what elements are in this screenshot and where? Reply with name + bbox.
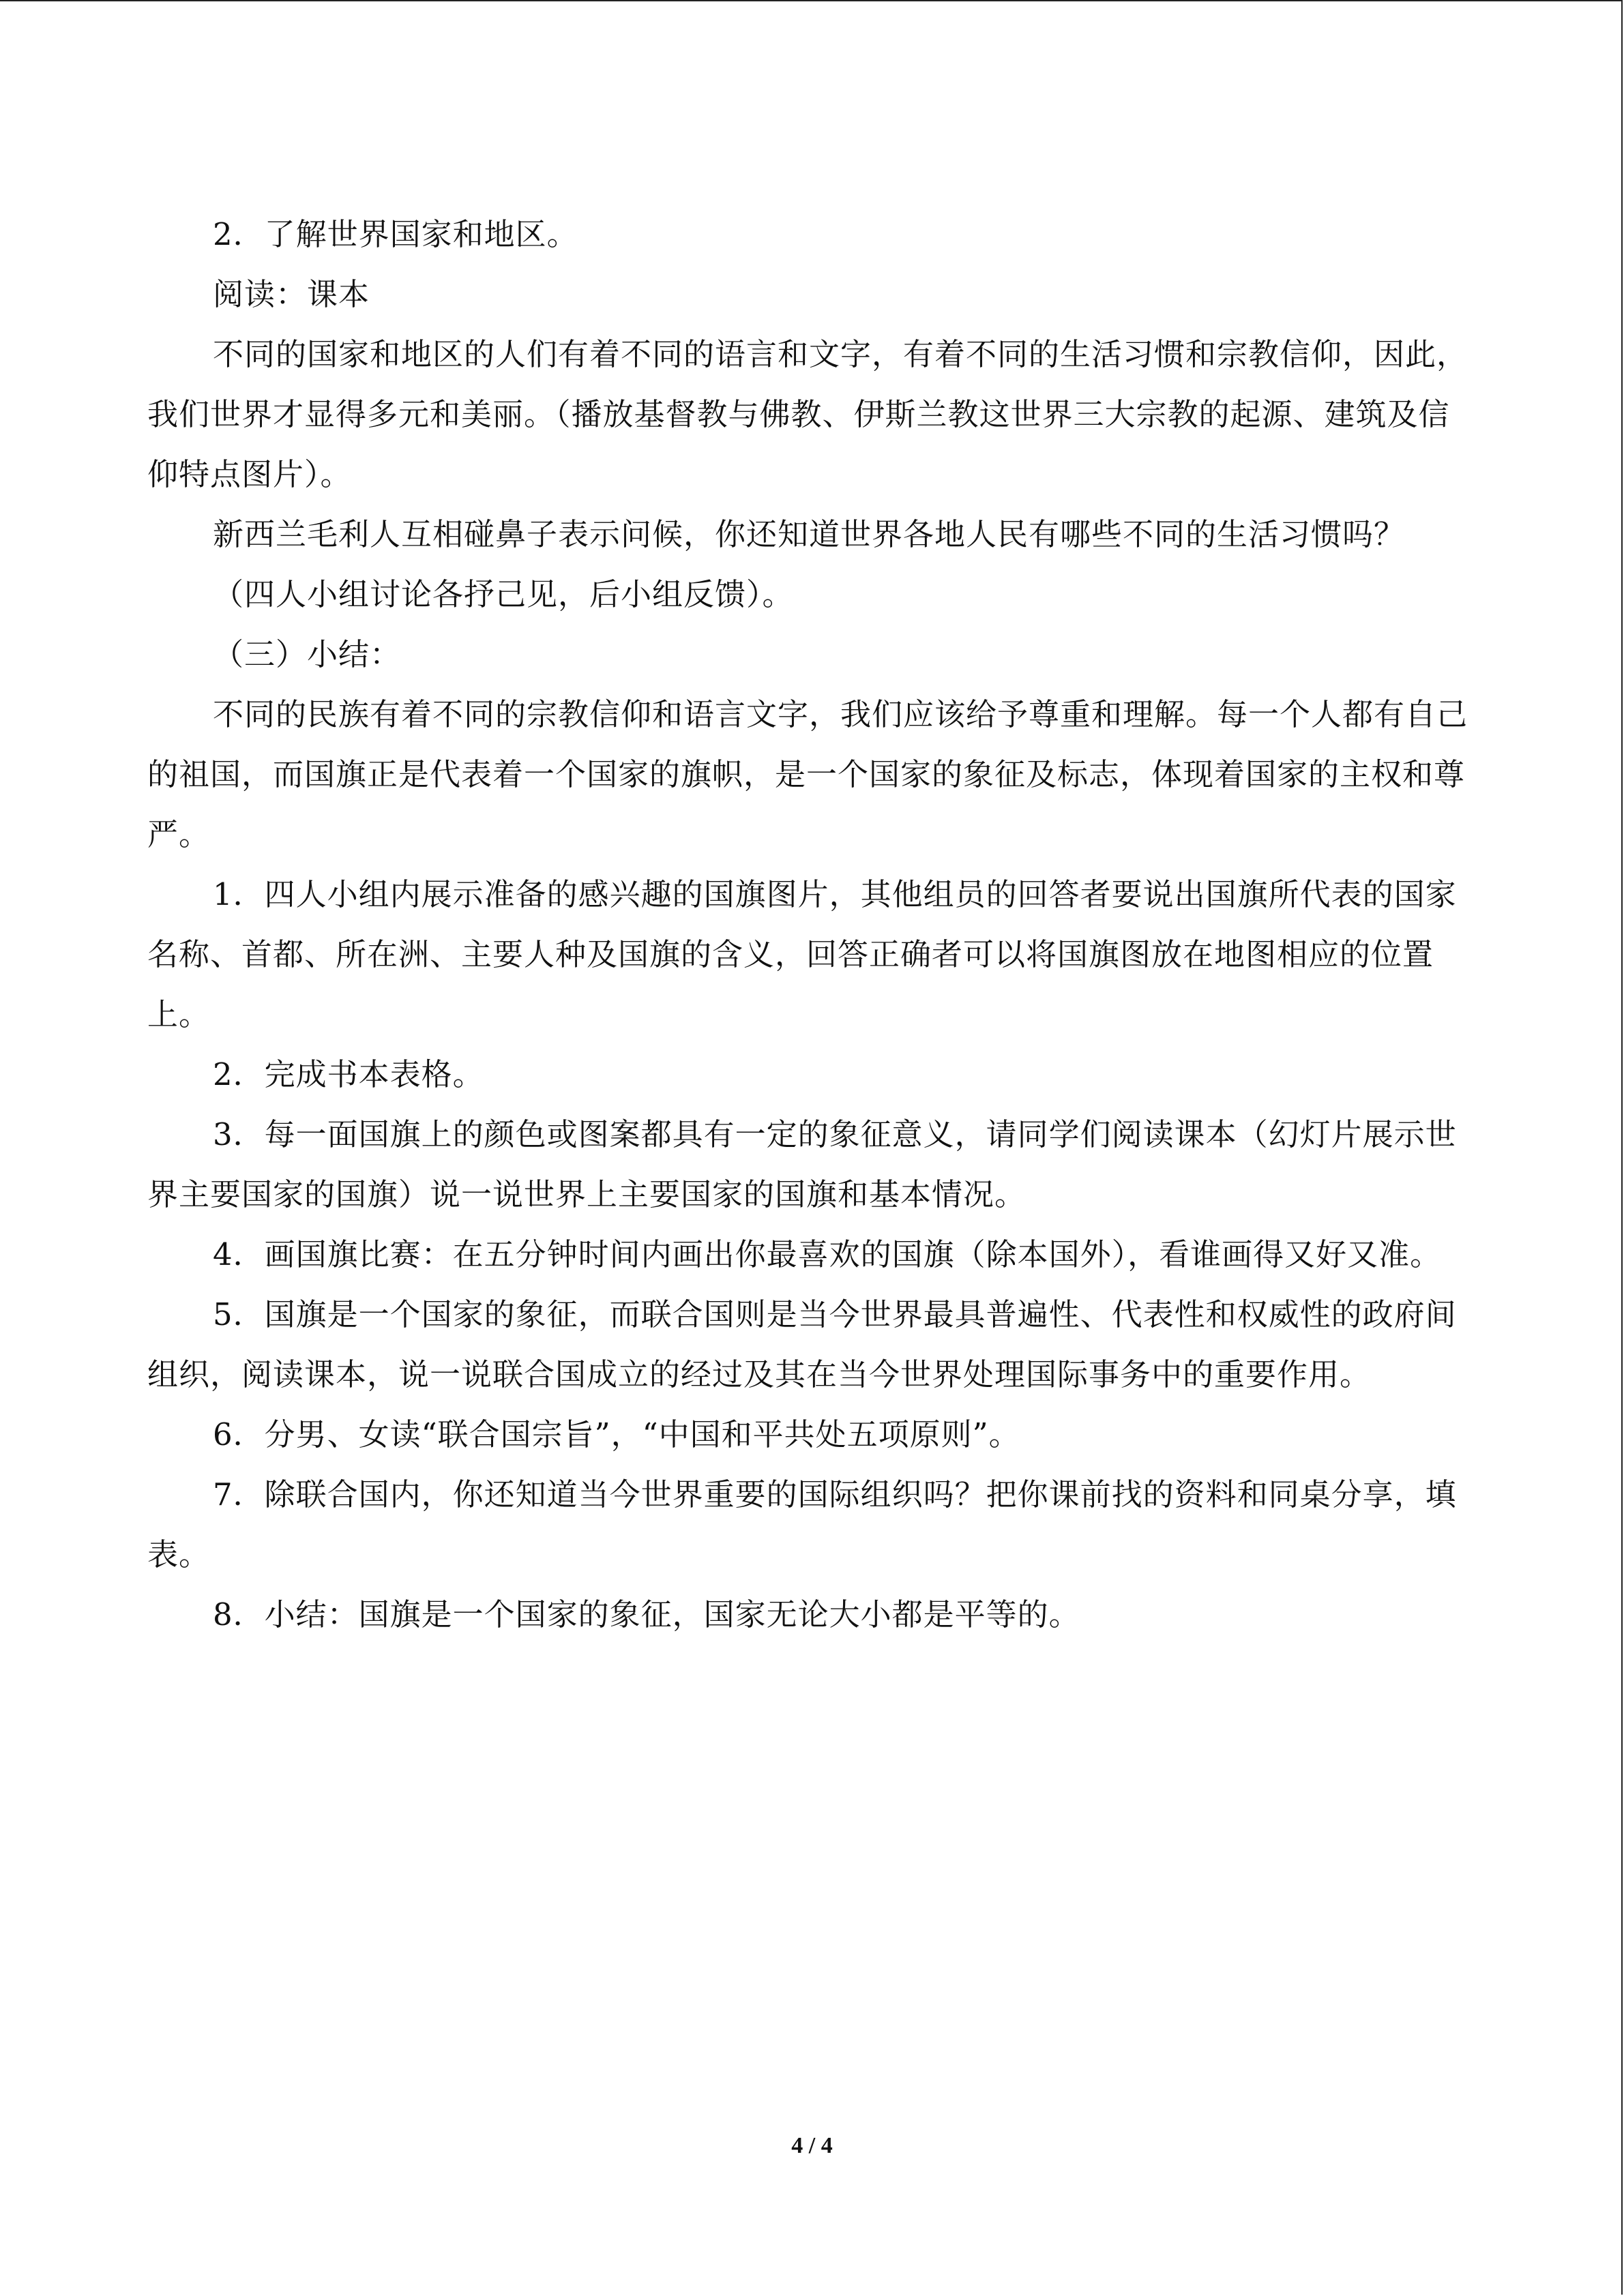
paragraph-group-discussion: （四人小组讨论各抒己见，后小组反馈）。 <box>213 576 794 612</box>
paragraph-item-5: 5．国旗是一个国家的象征，而联合国则是当今世界最具普遍性、代表性和权威性的政府间组织，阅读课本，说一说联合国成立的经过及其在当今世界处理国际事务中的重要作用。 <box>147 1296 1457 1392</box>
paragraph-item-7: 7．除联合国内，你还知道当今世界重要的国际组织吗？把你课前找的资料和同桌分享，填表。 <box>147 1476 1457 1572</box>
paragraph-different-languages: 不同的国家和地区的人们有着不同的语言和文字，有着不同的生活习惯和宗教信仰，因此，我们世界才显得多元和美丽。（播放基督教与佛教、伊斯兰教这世界三大宗教的起源、建筑及信仰特点图片）。 <box>147 336 1468 492</box>
paragraph-item-3: 3．每一面国旗上的颜色或图案都具有一定的象征意义，请同学们阅读课本（幻灯片展示世界主要国家的国旗）说一说世界上主要国家的国旗和基本情况。 <box>147 1116 1457 1212</box>
paragraph-summary-heading: （三）小结： <box>213 636 402 672</box>
page-number: 4 / 4 <box>791 2133 833 2158</box>
paragraph-item-4: 4．画国旗比赛：在五分钟时间内画出你最喜欢的国旗（除本国外），看谁画得又好又准。 <box>213 1236 1442 1272</box>
paragraph-understand-countries: 2．了解世界国家和地区。 <box>213 216 578 252</box>
paragraph-reading-textbook: 阅读：课本 <box>213 276 370 312</box>
paragraph-respect-and-flags: 不同的民族有着不同的宗教信仰和语言文字，我们应该给予尊重和理解。每一个人都有自己的祖国，而国旗正是代表着一个国家的旗帜，是一个国家的象征及标志，体现着国家的主权和尊严。 <box>147 696 1468 852</box>
paragraph-item-6: 6．分男、女读“联合国宗旨”，“中国和平共处五项原则”。 <box>213 1416 1020 1452</box>
paragraph-item-1: 1．四人小组内展示准备的感兴趣的国旗图片，其他组员的回答者要说出国旗所代表的国家名称、首都、所在洲、主要人种及国旗的含义，回答正确者可以将国旗图放在地图相应的位置上。 <box>147 876 1457 1032</box>
document-body <box>147 205 1477 1645</box>
paragraph-item-2: 2．完成书本表格。 <box>213 1056 484 1092</box>
paragraph-maori-greeting: 新西兰毛利人互相碰鼻子表示问候，你还知道世界各地人民有哪些不同的生活习惯吗？ <box>213 516 1406 552</box>
paragraph-item-8: 8．小结：国旗是一个国家的象征，国家无论大小都是平等的。 <box>213 1596 1080 1632</box>
